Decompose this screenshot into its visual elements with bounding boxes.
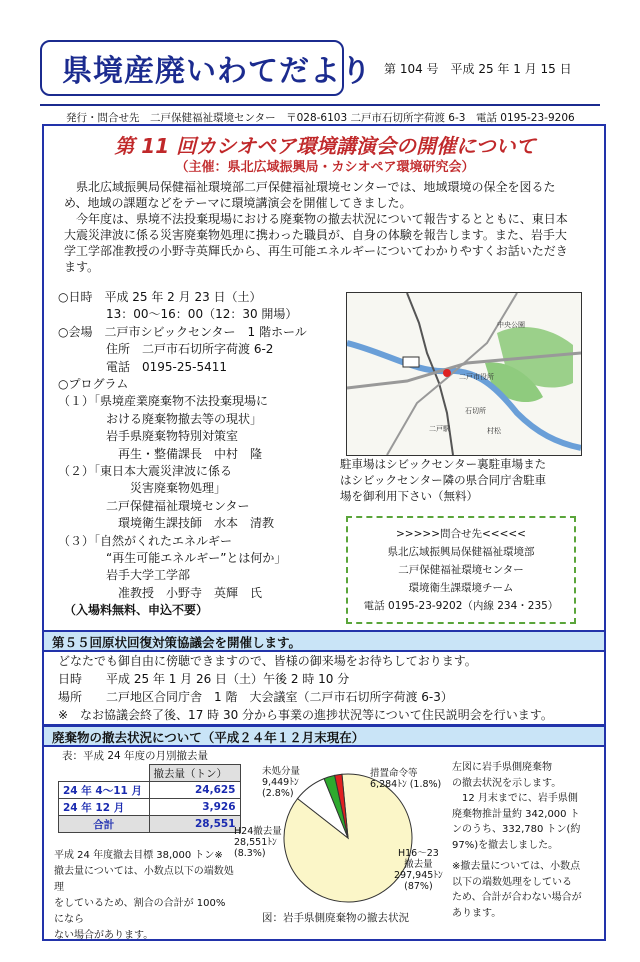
table-corner [59,765,150,782]
table-note-line: 撤去量については、小数点以下の端数処理 [54,866,234,893]
article-lecture-subtitle: （主催：県北広域振興局・カシオペア環境研究会） [175,160,475,175]
table-row [59,782,241,799]
pie-label-line: H24撤去量 [234,826,282,837]
text-line: 災害廃棄物処理」 [58,481,227,496]
pie-label-line: H16～23 [397,848,439,859]
publisher-contact: 発行・問合せ先 二戸保健福祉環境センター 〒028-6103 二戸市石切所字荷渡 6-3 電話 0195-23-9206 [66,112,575,124]
table-total-value: 28,551 [149,816,240,833]
text-line: （２）「東日本大震災津波に係る [58,464,233,478]
pie-label-line: (87%) [404,881,433,892]
pie-label-line: 未処分量 [262,766,301,777]
removal-title: 廃棄物の撤去状況について（平成２４年１２月末現在） [52,730,365,745]
inquiry-line: 県北広域振興局保健福祉環境部 [387,546,535,558]
text-line: 学工学部准教授の小野寺英輝氏から、再生可能エネルギーについてわかりやすくお話いただき [64,244,568,258]
summary-line: あります。 [452,907,502,919]
pie-label-line: 6,284ﾄﾝ (1.8%) [370,779,442,790]
inquiry-heading: >>>>>問合せ先<<<<< [396,528,526,540]
pie-label-line: 28,551ﾄﾝ [234,837,277,848]
text-line: ○プログラム [58,377,129,391]
access-map [346,292,582,456]
summary-line: 以下の端数処理をしている [452,876,572,888]
pie-label-line: 措置命令等 [370,768,418,779]
inquiry-box [346,516,576,624]
pie-caption: 図：岩手県側廃棄物の撤去状況 [262,912,409,924]
summary-line: 左図に岩手県側廃棄物 [452,762,552,773]
parking-note [340,456,584,504]
parking-note-line: 場を御利用下さい（無料） [340,489,478,503]
text-line: おける廃棄物撤去等の現状」 [58,411,263,426]
summary-line: ンのうち、332,780 トン(約 [452,824,581,835]
table-header: 撤去量（トン） [149,765,240,782]
text-line: “再生可能エネルギー”とは何か」 [58,551,287,565]
table-caption: 表：平成 24 年度の月別撤去量 [62,750,209,762]
summary-line: ため、合計が合わない場合が [452,892,582,903]
section-bar-council [42,630,606,652]
text-line: どなたでも御自由に傍聴できますので、皆様の御来場をお待ちしております。 [58,654,477,668]
text-line: 県北広域振興局保健福祉環境部二戸保健福祉環境センターでは、地域環境の保全を図るた [76,180,556,194]
inquiry-line: 環境衛生課環境チーム [408,582,514,594]
text-line: 准教授 小野寺 英輝 氏 [58,585,263,600]
table-note [54,848,234,944]
council-title: 第５５回原状回復対策協議会を開催します。 [52,635,302,650]
table-row [59,765,241,782]
text-line: （３）「自然がくれたエネルギー [58,533,233,548]
svg-text:二戸市役所: 二戸市役所 [459,373,494,381]
issue-info: 第 104 号 平成 25 年 1 月 15 日 [384,62,572,76]
text-line: 日時 平成 25 年 1 月 26 日（土）午後 2 時 10 分 [58,672,350,686]
summary-line: ※撤去量については、小数点 [452,861,581,872]
text-line: ○会場 二戸市シビックセンター 1 階ホール [58,324,307,339]
map-label-box [403,357,419,367]
pie-label-h16 [394,848,443,892]
svg-text:村松: 村松 [487,427,501,435]
text-line: 今年度は、県境不法投棄現場における廃棄物の撤去状況について報告するとともに、東日本 [76,212,568,226]
text-line: 二戸保健福祉環境センター [58,498,250,513]
parking-note-line: はシビックセンター隣の県合同庁舎駐車 [340,473,547,487]
text-line: 住所 二戸市石切所字荷渡 6-2 [58,342,274,357]
table-row-label: 24 年 12 月 [59,799,150,816]
pie-label-unremoved [262,766,300,799]
table-row-label: 24 年 4～11 月 [59,782,150,799]
pie-label-line: 297,945ﾄﾝ [394,870,443,881]
text-line: 大震災津波に係る災害廃棄物処理に携わった職員が、自身の体験を報告します。また、岩手大 [64,228,567,242]
text-line: 岩手県廃棄物特別対策室 [58,429,239,444]
svg-text:二戸駅: 二戸駅 [429,425,450,433]
table-row-value: 3,926 [149,799,240,816]
table-row [59,799,241,816]
inquiry-line: 二戸保健福祉環境センター [398,564,524,576]
parking-note-line: 駐車場はシビックセンター裏駐車場また [340,457,547,471]
pie-label-line: 9,449ﾄﾝ [262,777,299,788]
text-line: 環境衛生課技師 水本 清教 [58,516,275,531]
table-row-value: 24,625 [149,782,240,799]
table-total-label: 合計 [59,816,150,833]
summary-line: 12 月末までに、岩手県側 [452,793,578,804]
text-line: 再生・整備課長 中村 隆 [58,446,263,461]
summary-line: 廃棄物推計量約 342,000 ト [452,808,580,820]
text-line: ※ なお協議会終了後、17 時 30 分から事業の進捗状況等について住民説明会を行います。 [58,708,553,722]
text-line: め、地域の課題などをテーマに環境講演会を開催してきました。 [64,196,412,210]
pie-label-line: (8.3%) [234,848,266,859]
removal-summary [452,760,594,921]
text-line: 場所 二戸地区合同庁舎 1 階 大会議室（二戸市石切所字荷渡 6-3） [58,690,453,704]
summary-line: の撤去状況を示します。 [452,777,562,789]
pie-label-line: (2.8%) [262,788,294,799]
masthead-divider [40,104,600,106]
svg-text:中央公園: 中央公園 [497,321,525,329]
table-row [59,816,241,833]
pie-label-line: 撤去量 [404,859,433,870]
text-line: 13：00～16：00（12：30 開場） [58,307,298,322]
masthead [40,32,600,124]
newsletter-title: 県境産廃いわてだより [62,54,372,89]
text-line: 岩手大学工学部 [58,568,191,583]
text-line: ○日時 平成 25 年 2 月 23 日（土） [58,290,262,304]
svg-text:石切所: 石切所 [465,407,486,415]
text-line: （１）「県境産業廃棄物不法投棄現場に [58,394,269,409]
map-graphic [347,293,581,455]
pie-label-order [370,768,441,790]
inquiry-phone: 電話 0195-23-9202（内線 234・235） [363,600,559,612]
summary-line: 97%)を撤去しました。 [452,839,559,851]
pie-label-h24 [234,826,282,859]
text-line: （入場料無料、申込不要） [64,603,209,618]
table-note-line: ない場合があります。 [54,930,154,941]
monthly-removal-table [58,764,241,833]
article-lecture-title: 第 11 回カシオペア環境講演会の開催について [114,134,536,158]
text-line: 電話 0195-25-5411 [58,359,228,374]
table-note-line: 平成 24 年度撤去目標 38,000 トン※ [54,850,223,861]
table-note-line: をしているため、割合の合計が 100%になら [54,898,226,925]
text-line: ます。 [64,260,100,274]
venue-marker [443,369,451,377]
section-bar-removal [42,725,606,747]
